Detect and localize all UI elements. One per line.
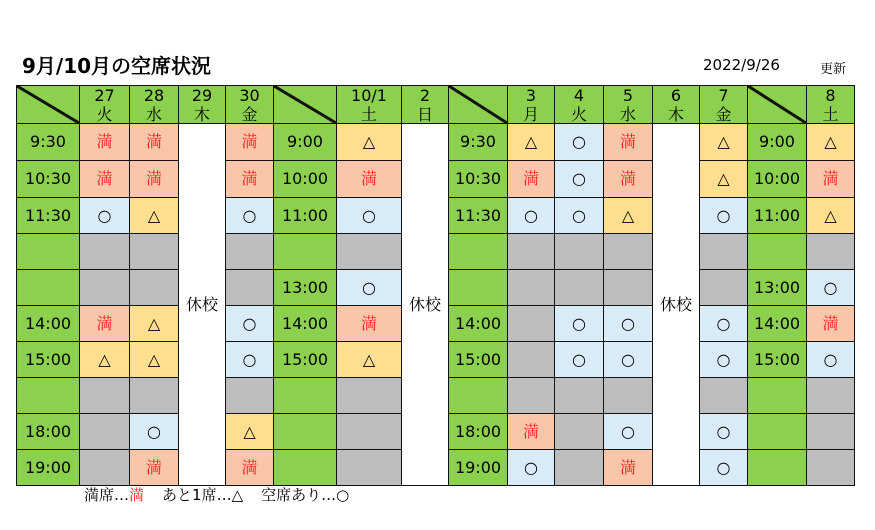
weekday-header: 月 [508,106,555,124]
time-cell: 9:30 [449,124,508,161]
slot-full: 満 [508,161,555,198]
header-corner-2 [274,86,337,124]
slot-closed [555,414,604,450]
time-cell: 18:00 [17,414,80,450]
slot-closed [80,414,130,450]
time-cell [748,414,807,450]
time-cell: 9:30 [17,124,80,161]
slot-full: 満 [130,161,179,198]
slot-closed [604,270,653,306]
time-cell: 10:00 [274,161,337,198]
slot-open: ○ [555,124,604,161]
slot-few: △ [700,124,748,161]
slot-closed [508,234,555,270]
weekday-header: 金 [700,106,748,124]
date-header: 5 [604,86,653,107]
weekday-header: 土 [337,106,402,124]
slot-closed [80,270,130,306]
slot-closed [508,342,555,378]
time-cell: 19:00 [17,450,80,486]
slot-closed [80,234,130,270]
time-cell: 14:00 [449,306,508,342]
slot-closed [337,234,402,270]
slot-full: 満 [80,124,130,161]
slot-closed [555,450,604,486]
time-cell: 13:00 [274,270,337,306]
time-cell: 11:30 [17,198,80,234]
slot-open: ○ [555,342,604,378]
slot-open: ○ [700,198,748,234]
time-cell: 19:00 [449,450,508,486]
date-header: 27 [80,86,130,107]
slot-full: 満 [508,414,555,450]
holiday-cell: 休校 [653,124,700,486]
header-corner-1 [17,86,80,124]
time-cell [274,450,337,486]
slot-open: ○ [807,342,855,378]
weekday-header: 日 [402,106,449,124]
updated-date: 2022/9/26 [703,56,780,74]
time-cell [274,414,337,450]
time-cell: 15:00 [17,342,80,378]
slot-few: △ [226,414,274,450]
slot-open: ○ [700,450,748,486]
slot-open: ○ [700,306,748,342]
slot-few: △ [130,198,179,234]
legend [84,484,349,505]
time-cell: 11:30 [449,198,508,234]
date-header: 7 [700,86,748,107]
slot-row [17,124,855,161]
slot-few: △ [130,342,179,378]
slot-closed [226,270,274,306]
slot-full: 満 [80,306,130,342]
time-cell [17,378,80,414]
weekday-header: 火 [80,106,130,124]
slot-few: △ [604,198,653,234]
time-cell [17,234,80,270]
weekday-header: 金 [226,106,274,124]
time-cell: 14:00 [274,306,337,342]
time-cell: 15:00 [449,342,508,378]
time-cell [17,270,80,306]
slot-full: 満 [226,161,274,198]
time-cell [748,450,807,486]
slot-full: 満 [80,161,130,198]
slot-full: 満 [807,306,855,342]
slot-few: △ [508,124,555,161]
slot-open: ○ [337,270,402,306]
time-cell [449,270,508,306]
slot-open: ○ [130,414,179,450]
slot-closed [508,378,555,414]
slot-full: 満 [130,450,179,486]
slot-closed [80,450,130,486]
slot-full: 満 [807,161,855,198]
date-header: 10/1 [337,86,402,107]
slot-closed [807,450,855,486]
slot-few: △ [807,198,855,234]
time-cell [274,234,337,270]
slot-full: 満 [337,306,402,342]
date-header: 4 [555,86,604,107]
slot-open: ○ [555,161,604,198]
weekday-header: 木 [179,106,226,124]
header-row-weekdays [17,106,855,124]
slot-open: ○ [700,342,748,378]
header-row-dates [17,86,855,107]
slot-closed [700,234,748,270]
time-cell: 10:00 [748,161,807,198]
weekday-header: 火 [555,106,604,124]
slot-closed [226,234,274,270]
date-header: 28 [130,86,179,107]
slot-open: ○ [604,342,653,378]
slot-closed [337,450,402,486]
date-header: 3 [508,86,555,107]
slot-closed [700,378,748,414]
date-header: 6 [653,86,700,107]
updated-label: 更新 [820,62,847,77]
slot-open: ○ [508,198,555,234]
slot-full: 満 [604,161,653,198]
time-cell [748,234,807,270]
time-cell: 9:00 [274,124,337,161]
slot-full: 満 [337,161,402,198]
slot-closed [508,306,555,342]
slot-closed [337,414,402,450]
slot-open: ○ [508,450,555,486]
time-cell [748,378,807,414]
slot-closed [80,378,130,414]
page-title: 9月/10月の空席状況 [22,54,212,78]
slot-closed [226,378,274,414]
weekday-header: 水 [604,106,653,124]
slot-few: △ [337,124,402,161]
time-cell: 10:30 [17,161,80,198]
slot-few: △ [130,306,179,342]
slot-open: ○ [700,414,748,450]
date-header: 30 [226,86,274,107]
legend-full-label: 満席… [84,486,130,504]
slot-open: ○ [337,198,402,234]
header-corner-4 [748,86,807,124]
slot-closed [130,234,179,270]
time-cell: 11:00 [274,198,337,234]
slot-closed [555,378,604,414]
slot-open: ○ [80,198,130,234]
time-cell: 15:00 [748,342,807,378]
time-cell: 13:00 [748,270,807,306]
slot-open: ○ [807,270,855,306]
date-header: 2 [402,86,449,107]
legend-full-symbol: 満 [129,486,145,504]
weekday-header: 木 [653,106,700,124]
slot-closed [604,234,653,270]
slot-full: 満 [604,450,653,486]
time-cell: 14:00 [748,306,807,342]
slot-full: 満 [226,450,274,486]
slot-open: ○ [226,198,274,234]
slot-closed [807,414,855,450]
slot-full: 満 [130,124,179,161]
slot-few: △ [337,342,402,378]
slot-closed [555,234,604,270]
time-cell: 15:00 [274,342,337,378]
slot-closed [130,378,179,414]
schedule-table [16,85,855,486]
slot-open: ○ [604,306,653,342]
header-corner-3 [449,86,508,124]
slot-closed [337,378,402,414]
slot-open: ○ [555,306,604,342]
slot-full: 満 [226,124,274,161]
time-cell: 14:00 [17,306,80,342]
time-cell: 9:00 [748,124,807,161]
time-cell [449,378,508,414]
time-cell: 18:00 [449,414,508,450]
slot-closed [130,270,179,306]
slot-full: 満 [604,124,653,161]
slot-closed [604,378,653,414]
time-cell: 10:30 [449,161,508,198]
weekday-header: 水 [130,106,179,124]
holiday-cell: 休校 [402,124,449,486]
time-cell [274,378,337,414]
slot-few: △ [80,342,130,378]
slot-open: ○ [555,198,604,234]
legend-few: あと1席…△ [162,486,244,504]
slot-open: ○ [604,414,653,450]
slot-closed [807,378,855,414]
holiday-cell: 休校 [179,124,226,486]
date-header: 8 [807,86,855,107]
time-cell [449,234,508,270]
slot-closed [508,270,555,306]
slot-open: ○ [226,342,274,378]
slot-closed [700,270,748,306]
time-cell: 11:00 [748,198,807,234]
slot-open: ○ [226,306,274,342]
weekday-header: 土 [807,106,855,124]
date-header: 29 [179,86,226,107]
legend-open: 空席あり…○ [261,486,350,504]
slot-closed [555,270,604,306]
slot-few: △ [700,161,748,198]
slot-closed [807,234,855,270]
slot-few: △ [807,124,855,161]
